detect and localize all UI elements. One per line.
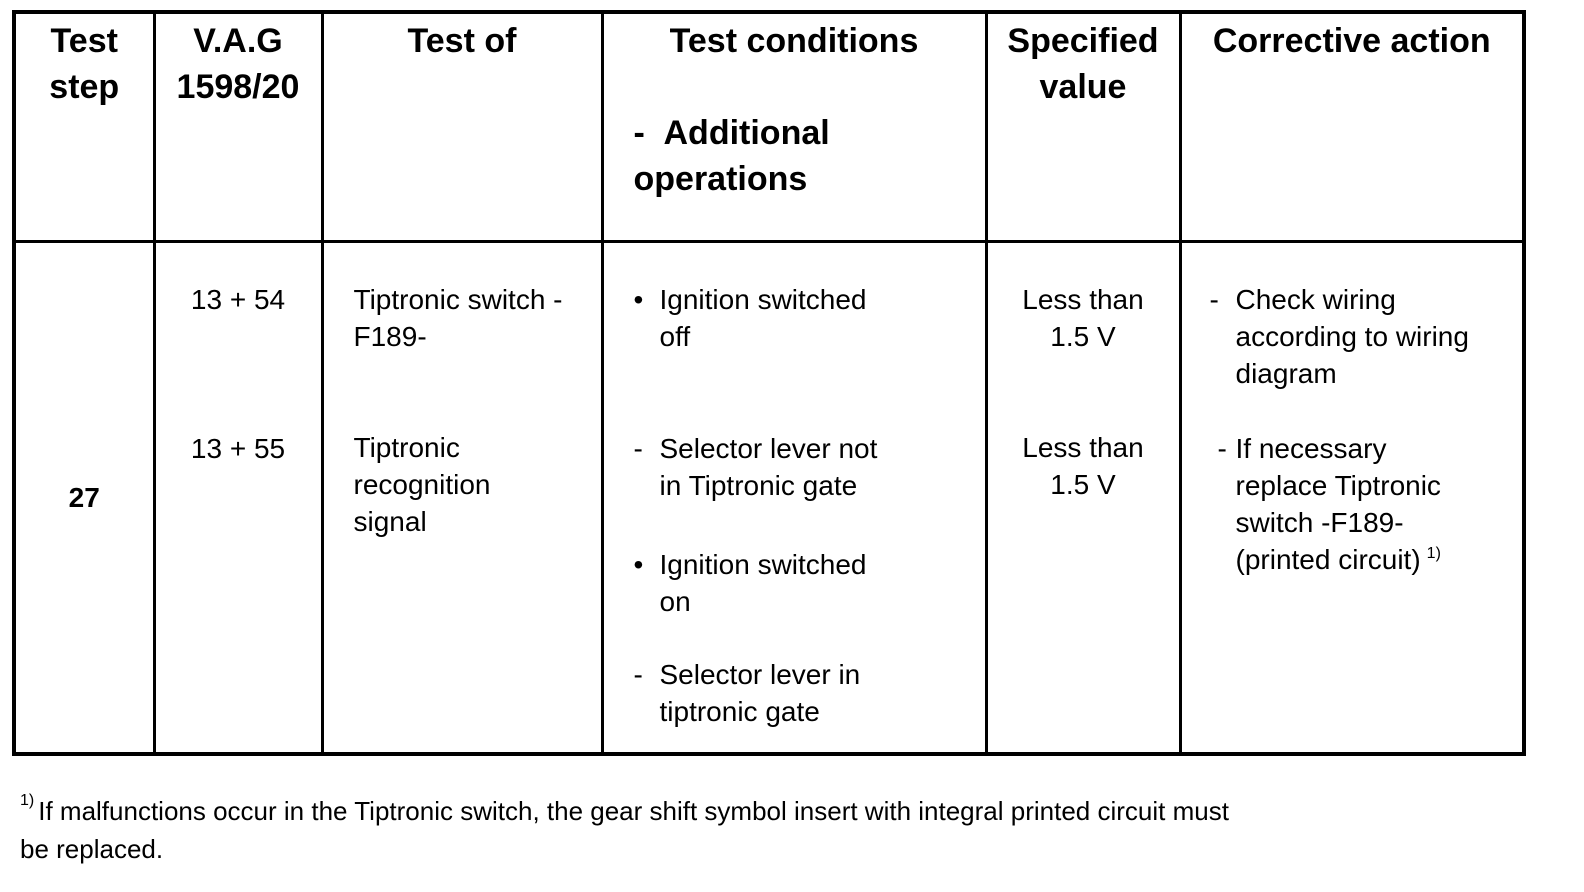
header-vag — [154, 12, 322, 242]
header-text: V.A.G — [193, 22, 283, 60]
spec-text: Less than — [1022, 432, 1144, 463]
corrective-item — [1210, 430, 1513, 578]
header-text: Test conditions — [669, 22, 919, 60]
header-test-of — [322, 12, 602, 242]
test-of-text: Tiptronic switch - — [353, 284, 563, 315]
header-text: Test — [50, 22, 118, 60]
table-row — [14, 242, 1524, 755]
footnote-ref: 1) — [1426, 545, 1441, 562]
header-row — [14, 12, 1524, 242]
corrective-text: according to wiring — [1235, 321, 1469, 352]
spec-text: Less than — [1022, 284, 1144, 315]
footnote-text: be replaced. — [20, 834, 164, 864]
specified-value-cell — [986, 242, 1180, 755]
header-test-conditions — [602, 12, 986, 242]
test-of-text: signal — [353, 506, 427, 537]
condition-text: tiptronic gate — [659, 696, 820, 727]
header-text: Test of — [407, 22, 517, 60]
condition-text: Selector lever in — [659, 659, 861, 690]
header-text: 1598/20 — [176, 68, 300, 106]
vag-cell — [154, 242, 322, 755]
spec-text: 1.5 V — [1050, 469, 1116, 500]
footnote-text: If malfunctions occur in the Tiptronic switch, the gear shift symbol insert with integral printed circuit must — [38, 796, 1229, 826]
vag-value: 13 + 54 — [190, 284, 286, 315]
footnote — [20, 792, 1440, 868]
header-specified-value — [986, 12, 1180, 242]
dash-icon: - — [633, 659, 643, 690]
corrective-action-cell — [1180, 242, 1524, 755]
header-text: Specified — [1007, 22, 1159, 60]
spec-text: 1.5 V — [1050, 321, 1116, 352]
corrective-text: switch -F189- — [1235, 507, 1404, 538]
header-test-step — [14, 12, 154, 242]
corrective-text: Check wiring — [1235, 284, 1396, 315]
corrective-text: diagram — [1235, 358, 1337, 389]
header-text: Additional — [663, 114, 830, 152]
condition-text: Ignition switched — [659, 284, 867, 315]
test-table — [12, 10, 1526, 756]
bullet-icon: • — [633, 549, 644, 580]
header-text: Corrective action — [1212, 22, 1491, 60]
corrective-item — [1210, 281, 1513, 392]
footnote-marker: 1) — [20, 792, 35, 809]
corrective-text: (printed circuit) — [1235, 544, 1421, 575]
condition-item — [634, 546, 975, 620]
test-of-cell — [322, 242, 602, 755]
conditions-cell — [602, 242, 986, 755]
dash-icon: - — [1217, 433, 1227, 464]
condition-item — [634, 656, 975, 730]
dash-icon: - — [1209, 284, 1219, 315]
test-step-cell: 27 — [14, 242, 154, 755]
test-of-text: F189- — [353, 321, 427, 352]
header-dash: - — [633, 114, 645, 152]
condition-text: Ignition switched — [659, 549, 867, 580]
test-of-text: recognition — [353, 469, 491, 500]
header-text: operations — [633, 160, 808, 198]
corrective-text: If necessary — [1235, 433, 1387, 464]
condition-text: Selector lever not — [659, 433, 878, 464]
header-corrective-action — [1180, 12, 1524, 242]
dash-icon: - — [633, 433, 643, 464]
condition-text: on — [659, 586, 691, 617]
vag-value: 13 + 55 — [190, 433, 286, 464]
condition-item — [634, 281, 975, 355]
test-of-text: Tiptronic — [353, 432, 460, 463]
header-text: value — [1039, 68, 1127, 106]
header-text: step — [49, 68, 120, 106]
condition-item — [634, 430, 975, 504]
condition-text: off — [659, 321, 691, 352]
condition-text: in Tiptronic gate — [659, 470, 858, 501]
bullet-icon: • — [633, 284, 644, 315]
corrective-text: replace Tiptronic — [1235, 470, 1441, 501]
